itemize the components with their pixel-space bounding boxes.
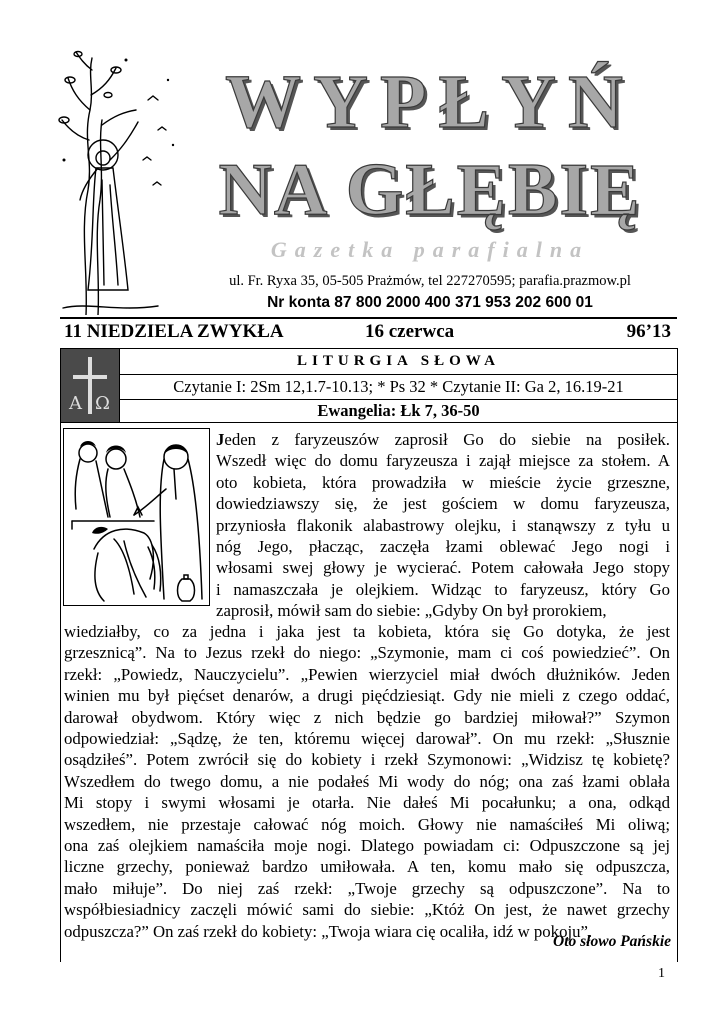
text-line: dowiedziawszy się, że jest gościem w domu faryzeusza, [216, 494, 670, 514]
issue-date: 16 czerwca [365, 321, 455, 342]
text-line: nóg Jego, płacząc, zaczęła łzami oblewać Jego nogi i [216, 537, 670, 557]
liturgy-heading: LITURGIA SŁOWA [120, 349, 677, 375]
gospel-reference: Ewangelia: Łk 7, 36-50 [317, 401, 480, 420]
jesus-anointing-illustration [63, 428, 210, 606]
text-line: odpuszcza?” On zaś rzekł do kobiety: „Twoja wiara cię ocaliła, idź w pokoju”. [64, 921, 593, 941]
text-line: odpowiedział: „Sądzę, że ten, któremu więcej darował”. On mu rzekł: „Słusznie [64, 729, 670, 749]
text-line: wiedziałby, co za jedna i jaka jest ta kobieta, która się Go dotyka, że jest [64, 622, 670, 641]
text-line: Mi stopy i swymi włosami je otarła. Nie dałeś Mi pocałunku; a ona, odkąd [64, 793, 670, 813]
issue-info-bar [60, 321, 677, 347]
alpha-omega-cross-icon [61, 349, 120, 422]
header-divider [60, 317, 677, 319]
text-line: wszedłem, nie przestaje całować nóg moich. Głowy nie namaściłeś Mi oliwą; [64, 814, 670, 834]
text-line: włosami swej głowy je wycierać. Potem całowała Jego stopy [216, 558, 670, 578]
text-line: osądziłeś”. Potem zwrócił się do kobiety i rzekł Szymonowi: „Widzisz tę kobietę? [64, 750, 670, 770]
text-line: liczne grzechy, ponieważ bardzo umiłowała. A ten, komu mało się odpuszcza, [64, 857, 670, 877]
text-line: mało miłuje”. Do niej zaś rzekł: „Twoje grzechy są odpuszczone”. Na to [64, 878, 670, 898]
saint-tree-illustration [58, 50, 188, 315]
initial-letter: J [216, 430, 225, 449]
text-line: współbiesiadnicy zaczęli mówić sami do siebie: „Któż On jest, że nawet grzechy [64, 900, 670, 920]
readings-list: Czytanie I: 2Sm 12,1.7-10.13; * Ps 32 * Czytanie II: Ga 2, 16.19-21 [120, 375, 677, 400]
text-line: darował obydwom. Który więc z nich będzie go bardziej miłował?” Szymon [64, 707, 670, 727]
text-line: Jeden z faryzeuszów zaprosił Go do siebie na posiłek. [216, 430, 670, 449]
text-line: Wszedł więc do domu faryzeusza i zajął miejsce za stołem. A [216, 451, 670, 471]
svg-text:Ω: Ω [95, 393, 110, 414]
bank-account: Nr konta 87 800 2000 400 371 953 202 600 01 [267, 294, 593, 311]
gospel-text-beside-image [216, 429, 670, 622]
text-line: rzekł: „Powiedz, Nauczycielu”. „Pewien wierzyciel miał dwóch dłużników. Jeden [64, 664, 670, 684]
gospel-text-full-width [64, 621, 670, 942]
text-line: oto kobieta, która prowadziła w mieście życie grzeszne, [216, 472, 670, 492]
closing-acclamation: Oto słowo Pańskie [553, 933, 671, 950]
parish-address: ul. Fr. Ryxa 35, 05-505 Prażmów, tel 227270595; parafia.prazmow.pl [229, 273, 631, 289]
text-line: winien mu był pięćset denarów, a drugi pięćdziesiąt. Gdy nie mieli z czego oddać, [64, 686, 670, 706]
liturgical-sunday: 11 NIEDZIELA ZWYKŁA [64, 321, 284, 342]
issue-number: 96’13 [626, 321, 671, 342]
masthead-subtitle: Gazetka parafialna [270, 237, 590, 262]
text-line: i namaszczała je olejkiem. Widząc to faryzeusz, który Go [216, 579, 670, 599]
text-line: zaprosił, mówił sam do siebie: „Gdyby On był prorokiem, [216, 601, 607, 621]
text-line: Wszedłem do twego domu, a nie podałeś Mi wody do nóg; ona zaś łzami oblała [64, 771, 670, 791]
masthead-title-line1: WYPŁYŃ [225, 60, 635, 144]
liturgy-box [60, 348, 678, 423]
masthead-title-line2: NA GŁĘBIĘ [218, 149, 642, 231]
page-number: 1 [658, 966, 665, 981]
text-line: przyniosła flakonik alabastrowy olejku, i stanąwszy z tyłu u [216, 515, 670, 535]
svg-text:A: A [69, 393, 82, 414]
text-line: grzesznicą”. Na to Jezus rzekł do niego: „Szymonie, mam ci coś powiedzieć”. On [64, 643, 670, 663]
text-line: ona zaś olejkiem namaściła moje nogi. Dlatego powiadam ci: Odpuszczone są jej [64, 836, 670, 856]
